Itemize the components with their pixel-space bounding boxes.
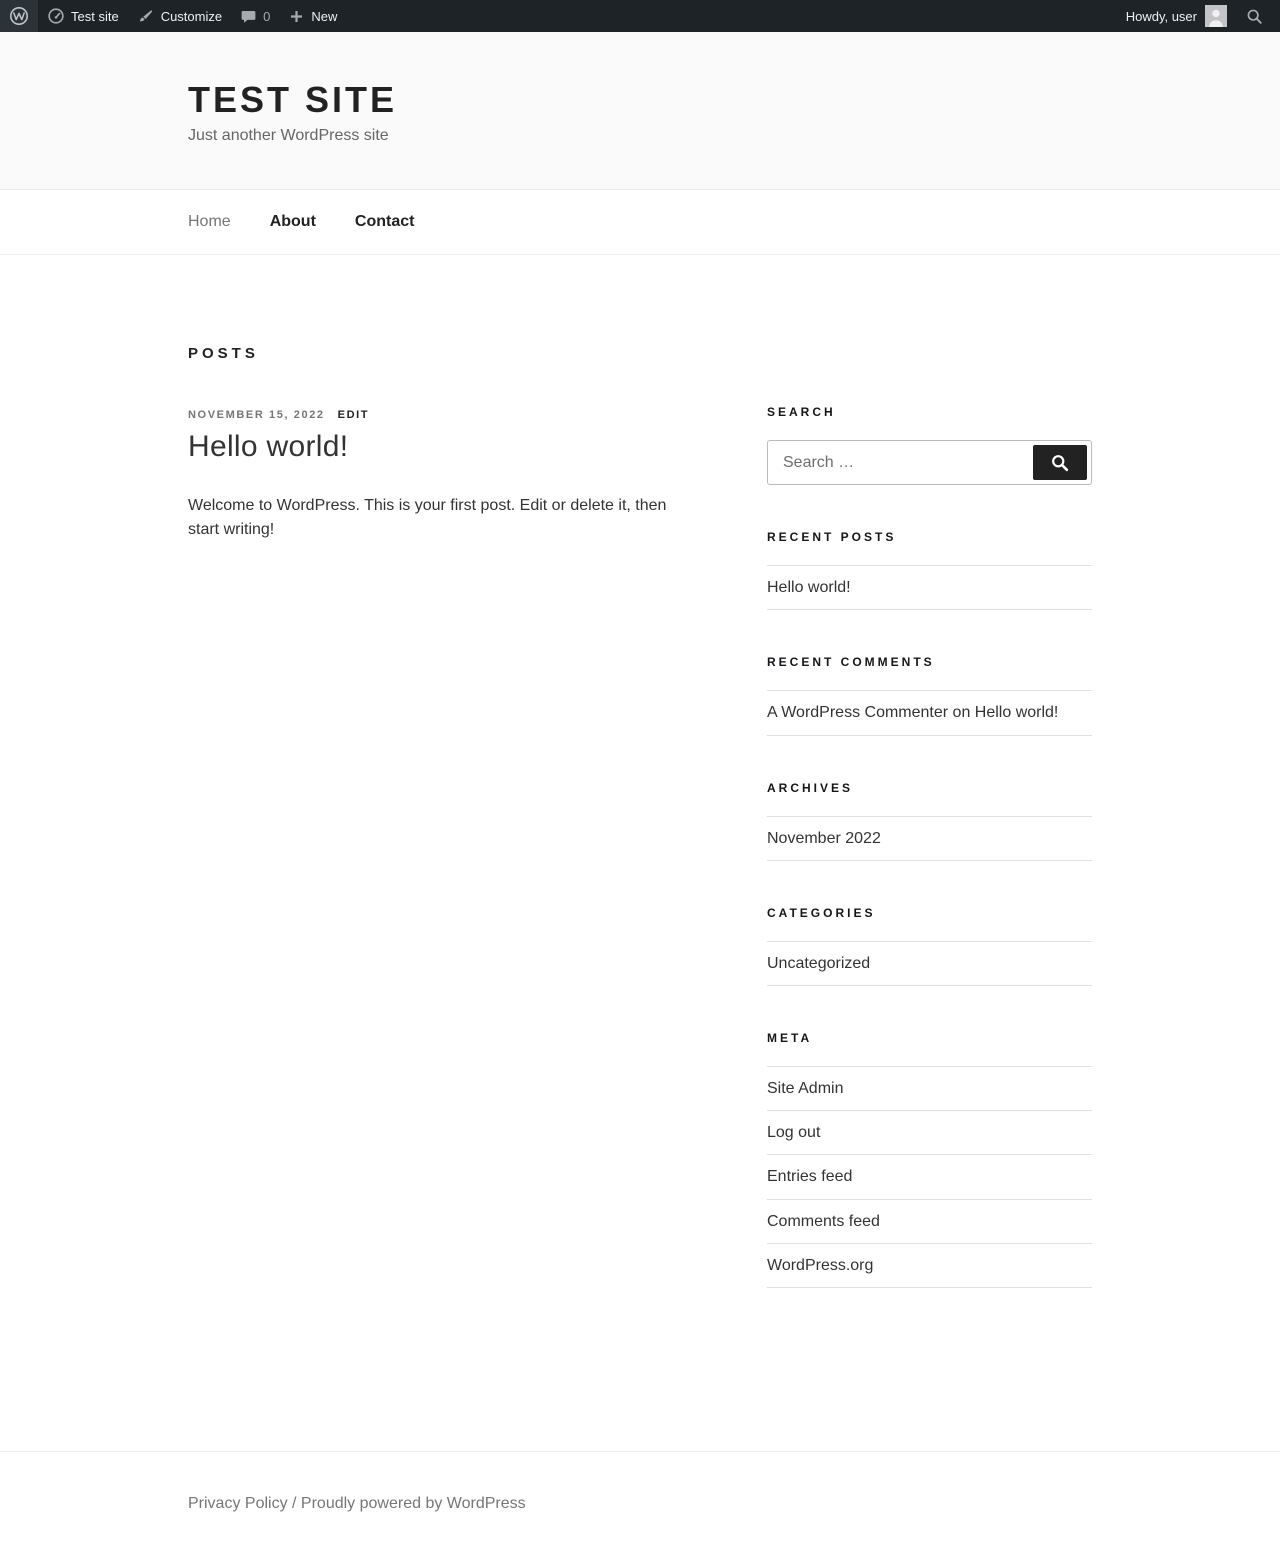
privacy-policy-link[interactable]: Privacy Policy [188,1494,288,1512]
meta-list [767,1066,1092,1288]
archive-link[interactable]: November 2022 [767,829,881,847]
post-body: Welcome to WordPress. This is your first post. Edit or delete it, then start writing! [188,497,667,539]
meta-link-entries-feed[interactable]: Entries feed [767,1168,853,1186]
main-navigation [0,189,1280,255]
admin-bar-search-icon[interactable] [1241,0,1268,32]
archives-widget [767,781,1092,861]
post-edit-link[interactable]: EDIT [337,409,370,422]
sidebar [767,255,1092,1333]
comment-post-link[interactable]: Hello world! [974,704,1059,722]
recent-posts-widget [767,530,1092,610]
meta-link-wordpress-org[interactable]: WordPress.org [767,1256,874,1274]
nav-item-contact[interactable]: Contact [354,213,415,231]
site-tagline: Just another WordPress site [188,127,389,145]
nav-item-about[interactable]: About [269,213,316,231]
category-link[interactable]: Uncategorized [767,954,871,972]
recent-posts-title: RECENT POSTS [767,530,897,545]
search-widget [767,405,1092,485]
admin-bar-site-name[interactable] [38,0,128,32]
meta-title: META [767,1030,813,1045]
plus-icon [288,8,305,25]
new-content-button[interactable] [279,0,346,32]
recent-posts-list [767,565,1092,610]
recent-comments-list [767,690,1092,735]
list-item [767,1200,1092,1244]
list-item [767,691,1092,735]
site-footer [0,1451,1280,1553]
footer-separator: / [287,1494,301,1512]
list-item [767,1155,1092,1199]
post-title-link[interactable]: Hello world! [188,430,349,464]
archives-title: ARCHIVES [767,780,854,795]
search-input[interactable] [768,441,1025,484]
my-account-button[interactable] [1126,5,1227,27]
posts-column [188,255,682,542]
page-title: POSTS [188,345,259,363]
admin-bar-left [0,0,346,32]
wordpress-menu-button[interactable] [0,0,38,32]
categories-widget [767,906,1092,986]
categories-list [767,941,1092,986]
post-meta [188,409,682,421]
dashboard-icon [47,7,65,25]
search-widget-title: SEARCH [767,405,836,420]
site-content [188,255,1092,1333]
meta-link-log-out[interactable]: Log out [767,1124,821,1142]
post-article [188,409,682,542]
post-title [188,430,682,464]
site-title[interactable]: TEST SITE [188,79,398,120]
howdy-user-label: Howdy, user [1125,8,1197,24]
meta-link-site-admin[interactable]: Site Admin [767,1079,844,1097]
admin-bar-right [1126,0,1272,32]
customize-button[interactable] [128,0,231,32]
list-item [767,942,1092,986]
admin-bar [0,0,1280,32]
list-item [767,1067,1092,1111]
meta-link-comments-feed[interactable]: Comments feed [767,1212,880,1230]
recent-comments-title: RECENT COMMENTS [767,655,935,670]
paintbrush-icon [137,7,155,25]
recent-comments-widget [767,655,1092,735]
comments-bubble-icon [240,8,257,25]
admin-bar-site-name-label: Test site [71,8,119,24]
nav-item-home[interactable]: Home [188,213,231,231]
search-form [767,440,1092,485]
wordpress-logo-icon [9,6,29,26]
comments-button[interactable] [231,0,279,32]
categories-title: CATEGORIES [767,905,876,920]
user-avatar [1205,5,1227,27]
comment-connector: on [948,704,975,722]
site-header [0,32,1280,189]
list-item [767,1244,1092,1288]
powered-by-link[interactable]: Proudly powered by WordPress [300,1494,526,1512]
list-item [767,817,1092,861]
search-icon [1049,452,1071,474]
post-date[interactable]: NOVEMBER 15, 2022 [188,409,325,422]
customize-label: Customize [160,8,223,24]
search-submit-button[interactable] [1033,445,1087,480]
archives-list [767,816,1092,861]
new-label: New [311,8,338,24]
recent-post-link[interactable]: Hello world! [767,579,851,597]
meta-widget [767,1031,1092,1288]
list-item [767,1111,1092,1155]
list-item [767,566,1092,610]
comment-count: 0 [263,8,271,24]
comment-author-link[interactable]: A WordPress Commenter [767,704,949,722]
